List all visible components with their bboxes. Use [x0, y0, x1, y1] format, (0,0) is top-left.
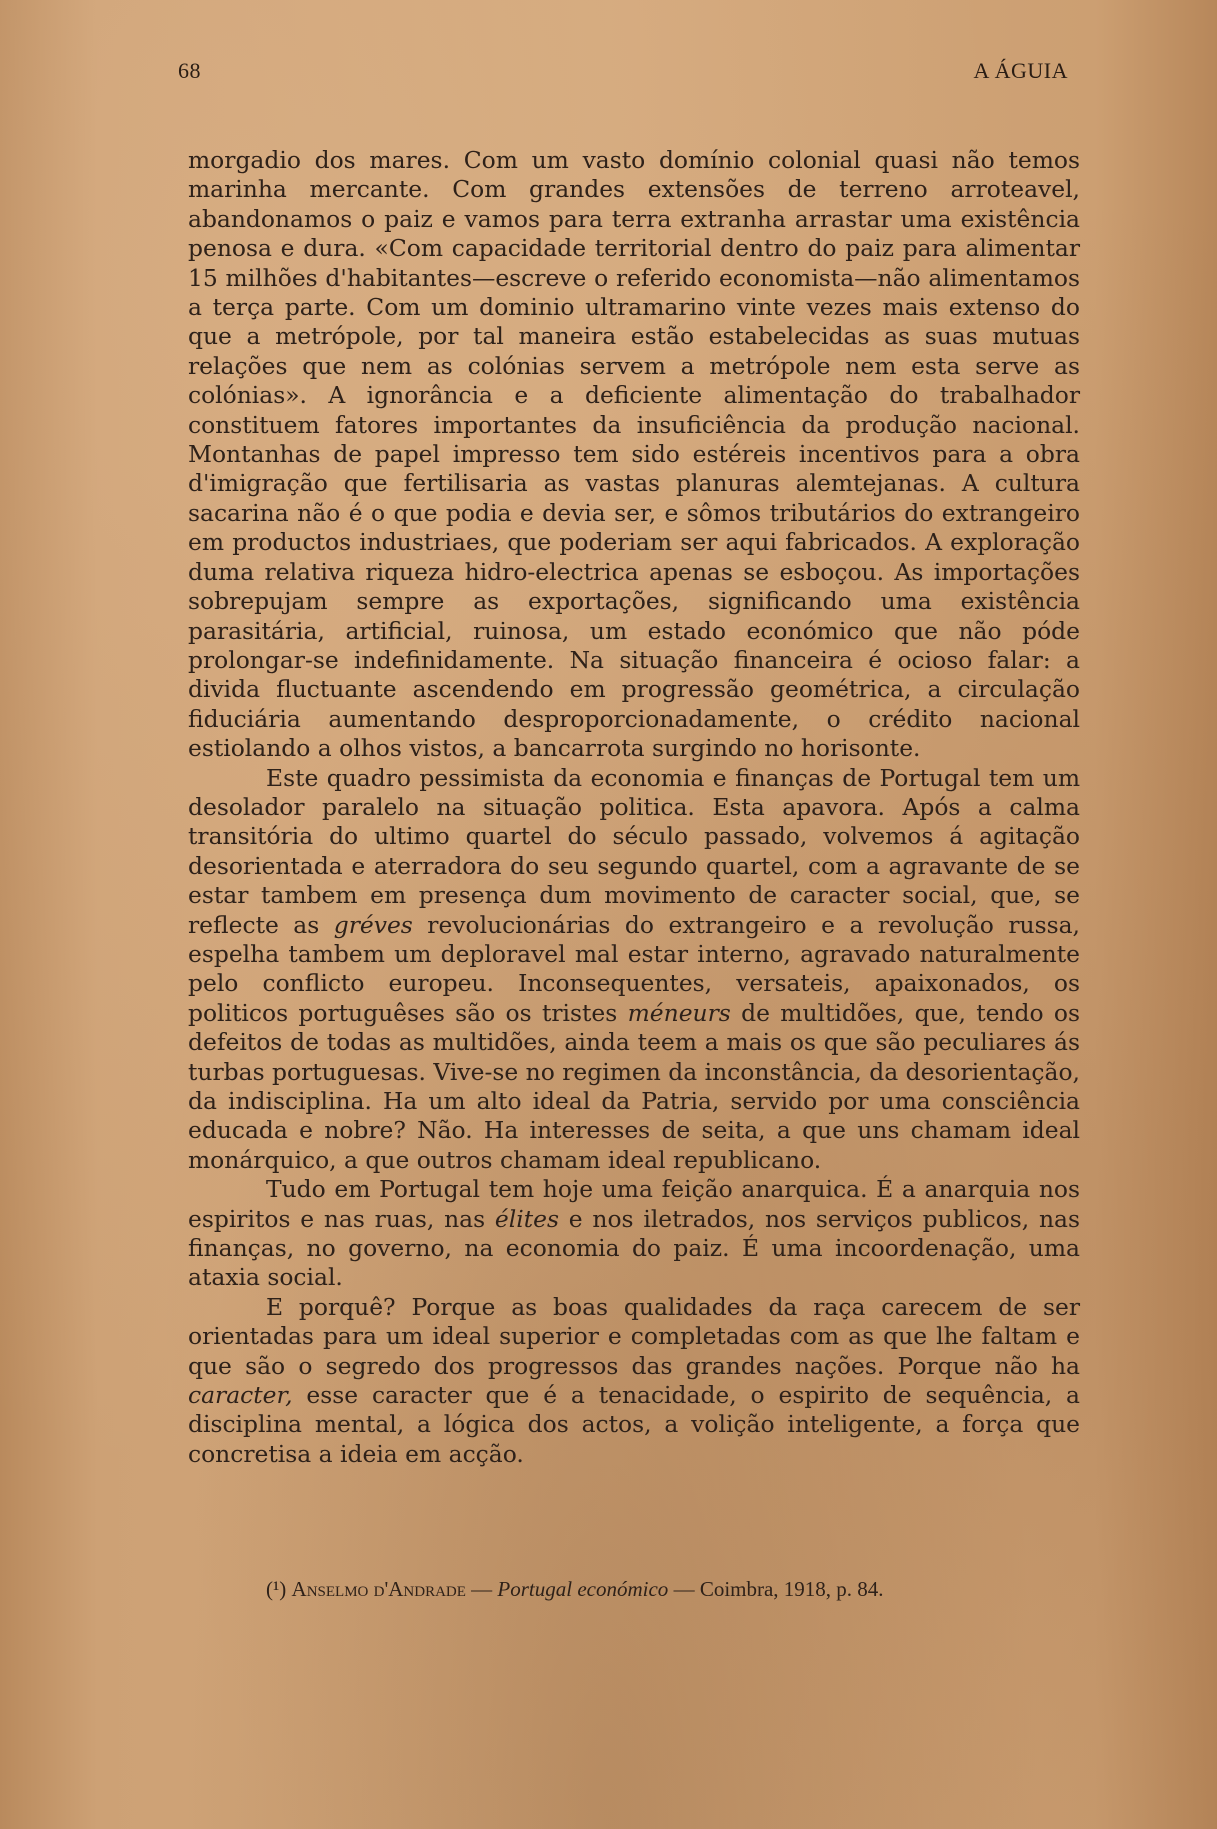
body-text: [188, 146, 1080, 1469]
italic-text: caracter,: [188, 1381, 293, 1410]
footnote-work-title: Portugal económico: [497, 1577, 669, 1601]
footnote-dash: —: [668, 1577, 700, 1601]
paragraph-text: Tudo em Portugal tem hoje uma feição anarquica. É a anarquia nos espiritos e nas ruas, nas: [188, 1175, 1080, 1233]
paragraph: [188, 1175, 1080, 1293]
paragraph: [188, 1293, 1080, 1469]
paragraph: [188, 764, 1080, 1176]
footnote-marker: (¹): [266, 1577, 287, 1601]
italic-text: méneurs: [627, 998, 731, 1027]
running-head: [178, 58, 1068, 88]
footnote: [266, 1577, 1066, 1602]
paragraph-text: revolucionárias do extrangeiro e a revolução russa, espelha tambem um deploravel mal estar interno, agravado naturalmente pelo conflicto europeu. Inconsequentes, versateis, apaixonados, os politicos portuguêses são os tristes: [188, 910, 1080, 1027]
paragraph-text: morgadio dos mares. Com um vasto domínio colonial quasi não temos marinha mercante. Com grandes extensões de terreno arroteavel, abandonamos o paiz e vamos para terra extranha arrastar uma existência penosa e dura. «Com capacidade territorial dentro do paiz para alimentar 15 milhões d'habitantes—escreve o referido economista—não alimentamos a terça parte. Com um dominio ultramarino vinte vezes mais extenso do que a metrópole, por tal maneira estão estabelecidas as suas mutuas relações que nem as colónias servem a metrópole nem esta serve as colónias». A ignorância e a deficiente alimentação do trabalhador constituem fatores importantes da insuficiência da produção nacional. Montanhas de papel impresso tem sido estéreis incentivos para a obra d'imigração que fertilisaria as vastas planuras alemtejanas. A cultura sacarina não é o que podia e devia ser, e sômos tributários do extrangeiro em productos industriaes, que poderiam ser aqui fabricados. A exploração duma relativa riqueza hidro-electrica apenas se esboçou. As importações sobrepujam sempre as exportações, significando uma existência parasitária, artificial, ruinosa, um estado económico que não póde prolongar-se indefinidamente. Na situação financeira é ocioso falar: a divida fluctuante ascendendo em progressão geométrica, a circulação fiduciária aumentando desproporcionadamente, o crédito nacional estiolando a olhos vistos, a bancarrota surgindo no horisonte.: [188, 146, 1080, 763]
footnote-author: Anselmo d'Andrade: [291, 1577, 466, 1601]
paragraph-text: E porquê? Porque as boas qualidades da raça carecem de ser orientadas para um ideal superior e completadas com as que lhe faltam e que são o segredo dos progressos das grandes nações. Porque não ha: [188, 1292, 1080, 1380]
page-number: 68: [178, 58, 201, 83]
paragraph-text: Este quadro pessimista da economia e finanças de Portugal tem um desolador paralelo na situação politica. Esta apavora. Após a calma transitória do ultimo quartel do século passado, volvemos á agitação desorientada e aterradora do seu segundo quartel, com a agravante de se estar tambem em presença dum movimento de caracter social, que, se reflecte as: [188, 763, 1080, 939]
footnote-publication: Coimbra, 1918, p. 84.: [699, 1577, 884, 1601]
paragraph-text: e nos iletrados, nos serviços publicos, nas finanças, no governo, na economia do paiz. É uma incoordenação, uma ataxia social.: [188, 1204, 1080, 1292]
journal-title: A ÁGUIA: [973, 58, 1068, 83]
paragraph: [188, 146, 1080, 764]
footnote-dash: —: [465, 1577, 498, 1601]
paragraph-text: de multidões, que, tendo os defeitos de todas as multidões, ainda teem a mais os que são peculiares ás turbas portuguesas. Vive-se no regimen da inconstância, da desorientação, da indisciplina. Ha um alto ideal da Patria, servido por uma consciência educada e nobre? Não. Ha interesses de seita, a que uns chamam ideal monárquico, a que outros chamam ideal republicano.: [188, 998, 1081, 1174]
italic-text: élites: [494, 1204, 559, 1233]
italic-text: gréves: [333, 910, 413, 939]
paragraph-text: esse caracter que é a tenacidade, o espirito de sequência, a disciplina mental, a lógica dos actos, a volição inteligente, a força que concretisa a ideia em acção.: [188, 1381, 1080, 1468]
